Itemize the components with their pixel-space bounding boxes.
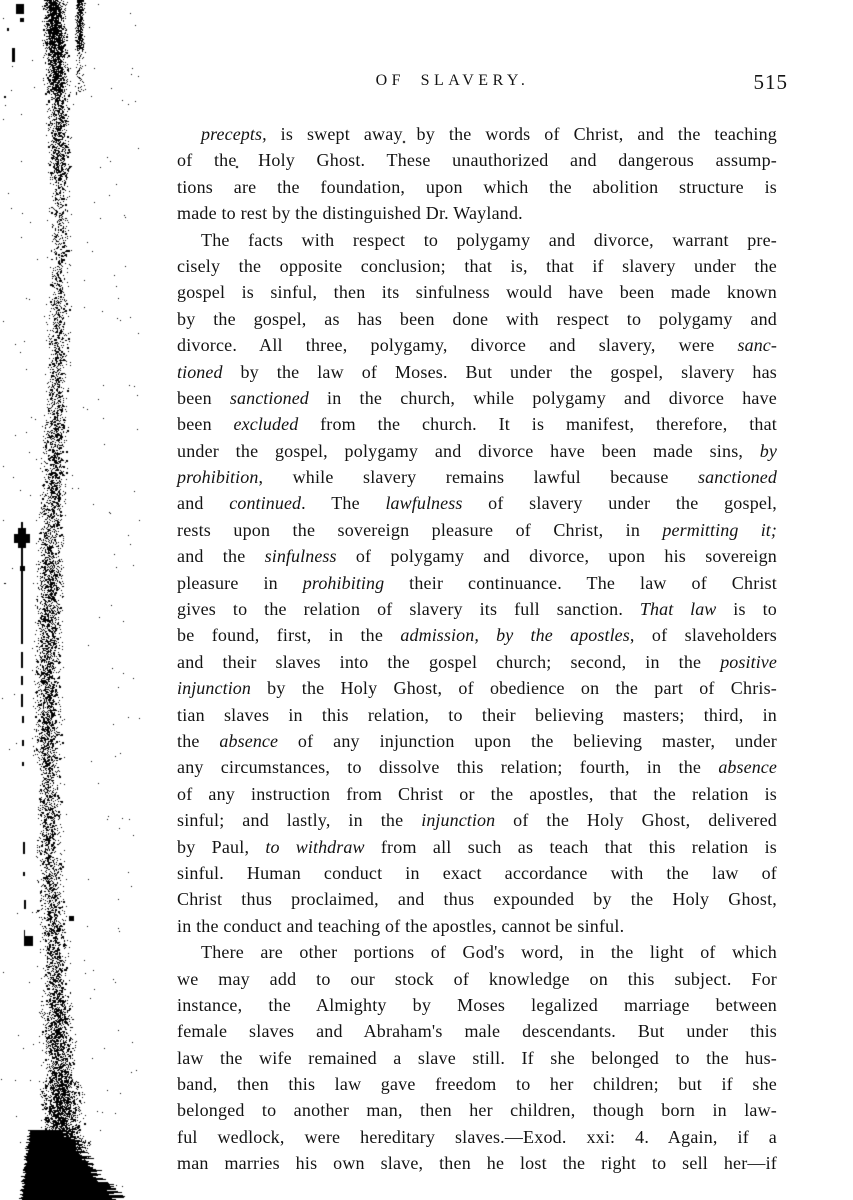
text-segment: of the Holy Ghost. These unauthorized and dangerous assump- (177, 150, 777, 171)
text-segment: sinful; and lastly, in the (177, 810, 422, 831)
paragraph (177, 121, 777, 227)
text-line (177, 1124, 777, 1150)
text-line (177, 121, 777, 147)
text-segment: is swept away by the words of Christ, and the teaching (266, 124, 777, 144)
text-line (177, 253, 777, 279)
text-segment: cisely the opposite conclusion; that is, that if slavery under the (177, 255, 777, 276)
text-line (177, 227, 777, 253)
paragraph (177, 227, 777, 940)
text-segment: law the wife remained a slave still. If she belonged to the hus- (177, 1047, 777, 1068)
paragraph (177, 939, 777, 1177)
italic-text-segment: prohibition (177, 467, 259, 488)
text-line (177, 570, 777, 596)
italic-text-segment: absence (219, 730, 279, 751)
italic-text-segment: injunction (421, 810, 496, 831)
text-segment: been (177, 387, 230, 408)
text-line (177, 913, 777, 939)
text-line (177, 596, 777, 622)
text-line (177, 1071, 777, 1097)
italic-text-segment: sanc- (737, 335, 777, 356)
text-line (177, 411, 777, 437)
text-segment: band, then this law gave freedom to her children; but if she (177, 1074, 777, 1095)
italic-text-segment: That law (639, 599, 717, 620)
text-segment: divorce. All three, polygamy, divorce and slavery, were (177, 335, 738, 356)
text-line (177, 359, 777, 385)
text-line (177, 675, 777, 701)
text-segment: pleasure in (177, 572, 303, 593)
text-segment: by the Holy Ghost, of obedience on the part of Chris- (251, 678, 777, 699)
body-text-block (177, 121, 777, 1177)
text-segment: female slaves and Abraham's male descendants. But under this (177, 1021, 777, 1042)
text-segment: Christ thus proclaimed, and thus expounded by the Holy Ghost, (177, 889, 777, 910)
text-segment: of slavery under the gospel, (462, 493, 777, 514)
text-segment: and their slaves into the gospel church; second, in the (177, 651, 721, 672)
page-number: 515 (753, 70, 788, 94)
text-segment: The facts with respect to polygamy and divorce, warrant pre- (201, 229, 777, 250)
italic-text-segment: continued (229, 493, 302, 514)
italic-text-segment: to withdraw (265, 836, 365, 857)
text-line (177, 622, 777, 648)
text-segment: made to rest by the distinguished Dr. Wayland. (177, 203, 523, 224)
text-segment: tian slaves in this relation, to their believing masters; third, in (177, 704, 777, 725)
text-segment: , while slavery remains lawful because (258, 467, 698, 488)
text-segment: of any instruction from Christ or the apostles, that the relation is (177, 783, 777, 804)
italic-text-segment: sinfulness (264, 546, 337, 567)
text-segment: ful wedlock, were hereditary slaves.—Exod. xxi: 4. Again, if a (177, 1126, 777, 1147)
italic-text-segment: by (759, 440, 777, 461)
text-segment: There are other portions of God's word, in the light of which (201, 942, 777, 963)
text-line (177, 781, 777, 807)
text-line (177, 1045, 777, 1071)
text-segment: from all such as teach that this relation is (364, 836, 778, 857)
text-segment: their continuance. The law of Christ (384, 572, 777, 593)
text-line (177, 860, 777, 886)
text-segment: sinful. Human conduct in exact accordance with the law of (177, 862, 777, 883)
text-segment: belonged to another man, then her children, though born in law- (177, 1100, 777, 1121)
text-segment: is to (716, 599, 777, 620)
text-line (177, 438, 777, 464)
text-line (177, 306, 777, 332)
italic-text-segment: precepts, (201, 124, 267, 144)
text-line (177, 728, 777, 754)
text-segment: in the church, while polygamy and divorce have (308, 387, 777, 408)
italic-text-segment: sanctioned (229, 387, 309, 408)
text-line (177, 1097, 777, 1123)
text-line (177, 1018, 777, 1044)
text-line (177, 702, 777, 728)
text-segment: man marries his own slave, then he lost the right to sell her—if (177, 1153, 777, 1174)
text-line (177, 543, 777, 569)
text-segment: instance, the Almighty by Moses legalized marriage between (177, 994, 777, 1015)
text-segment: by Paul, (177, 836, 266, 857)
text-segment: be found, first, in the (177, 625, 401, 646)
italic-text-segment: positive (720, 651, 777, 672)
text-line (177, 807, 777, 833)
text-segment: we may add to our stock of knowledge on this subject. For (177, 968, 777, 989)
text-line (177, 147, 777, 173)
text-line (177, 649, 777, 675)
italic-text-segment: admission, by the apostles (400, 625, 630, 646)
text-line (177, 754, 777, 780)
text-segment: tions are the foundation, upon which the abolition structure is (177, 176, 777, 197)
text-segment: by the gospel, as has been done with respect to polygamy and (177, 308, 777, 329)
text-segment: by the law of Moses. But under the gospel, slavery has (222, 361, 777, 382)
text-segment: any circumstances, to dissolve this relation; fourth, in the (177, 757, 719, 778)
text-segment: gives to the relation of slavery its full sanction. (177, 599, 640, 620)
italic-text-segment: absence (718, 757, 777, 778)
text-segment: under the gospel, polygamy and divorce have been made sins, (177, 440, 760, 461)
italic-text-segment: prohibiting (302, 572, 385, 593)
italic-text-segment: injunction (177, 678, 251, 699)
text-line (177, 992, 777, 1018)
text-line (177, 174, 777, 200)
text-segment: been (177, 414, 234, 435)
text-line (177, 886, 777, 912)
text-line (177, 1150, 777, 1176)
text-segment: from the church. It is manifest, therefore, that (298, 414, 777, 435)
text-line (177, 464, 777, 490)
text-segment: in the conduct and teaching of the apostles, cannot be sinful. (177, 915, 625, 936)
italic-text-segment: sanctioned (698, 467, 777, 488)
italic-text-segment: tioned (177, 361, 223, 382)
text-segment: the (177, 730, 220, 751)
text-segment: rests upon the sovereign pleasure of Christ, in (177, 519, 663, 540)
text-segment: gospel is sinful, then its sinfulness would have been made known (177, 282, 777, 303)
text-line (177, 490, 777, 516)
text-segment: and (177, 493, 230, 514)
text-segment: , of slaveholders (629, 625, 777, 646)
text-segment: of the Holy Ghost, delivered (495, 810, 777, 831)
text-line (177, 939, 777, 965)
page-header (177, 72, 788, 98)
italic-text-segment: permitting it; (662, 519, 777, 540)
text-line (177, 385, 777, 411)
text-line (177, 834, 777, 860)
italic-text-segment: lawfulness (385, 493, 463, 514)
text-segment: . The (301, 493, 386, 514)
text-line (177, 517, 777, 543)
text-segment: of polygamy and divorce, upon his sovereign (336, 546, 777, 567)
text-line (177, 332, 777, 358)
text-line (177, 200, 777, 226)
italic-text-segment: excluded (233, 414, 299, 435)
text-segment: and the (177, 546, 265, 567)
text-line (177, 279, 777, 305)
running-title: OF SLAVERY. (375, 72, 530, 89)
text-segment: of any injunction upon the believing master, under (278, 730, 777, 751)
text-line (177, 966, 777, 992)
